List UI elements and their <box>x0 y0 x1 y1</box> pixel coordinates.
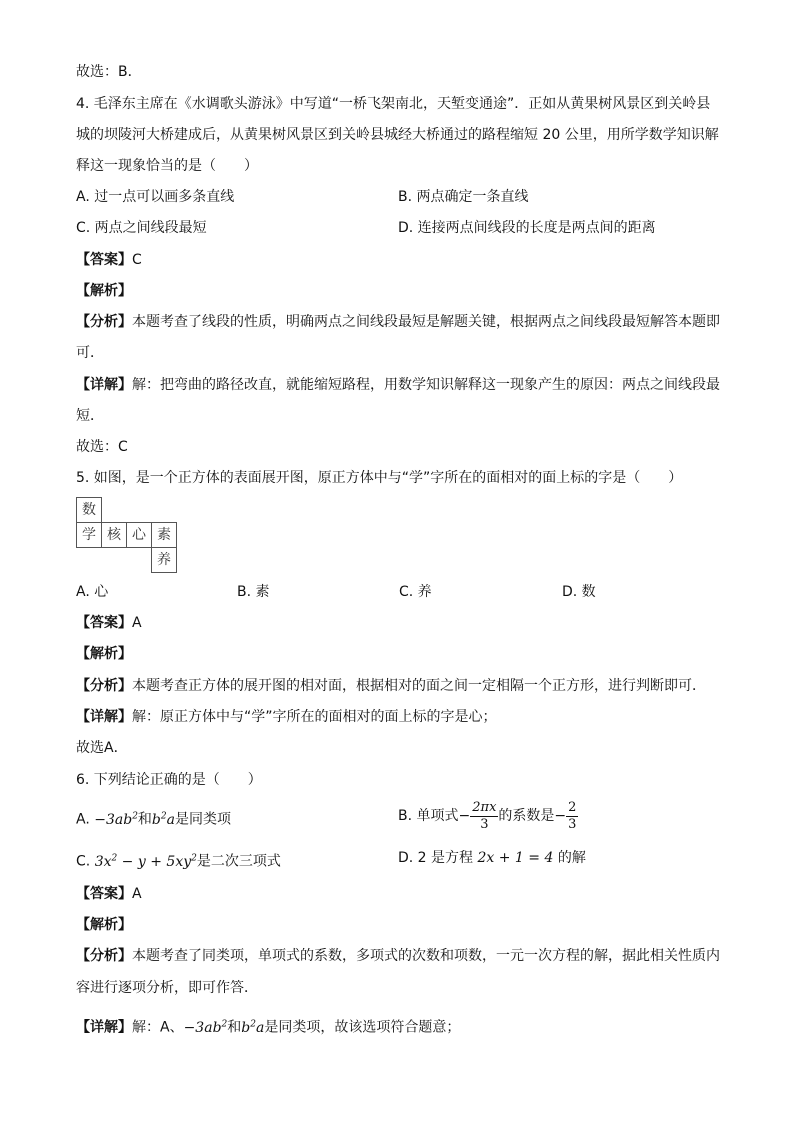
answer-tag: 【答案】 <box>76 252 132 268</box>
q5-option-a: A. 心 <box>76 584 109 600</box>
xiangjie-tag: 【详解】 <box>76 709 132 725</box>
term-1 <box>184 1020 228 1036</box>
term-1-base: −3ab <box>94 811 133 828</box>
term-1-base: −3ab <box>183 1019 222 1036</box>
q4-fenxi-line1 <box>76 312 720 332</box>
net-cell-2: 核 <box>101 522 127 548</box>
option-text: 是同类项 <box>174 811 231 828</box>
fraction-2-over-3 <box>566 800 578 833</box>
answer-tag: 【答案】 <box>76 615 132 631</box>
option-text: B. 单项式 <box>398 808 459 824</box>
fenxi-text: 本题考查了线段的性质，明确两点之间线段最短是解题关键，根据两点之间线段最短解答本题即 <box>132 314 720 330</box>
fraction-numerator: 2πx <box>472 799 497 815</box>
fenxi-tag: 【分析】 <box>76 948 132 964</box>
option-text: 的系数是 <box>498 808 555 824</box>
answer-tag: 【答案】 <box>76 886 132 902</box>
q6-option-c <box>76 848 281 872</box>
fenxi-tag: 【分析】 <box>76 314 132 330</box>
exponent: 2 <box>132 811 138 821</box>
q5-option-d: D. 数 <box>562 584 596 600</box>
xiangjie-text: 是同类项，故该选项符合题意； <box>264 1019 461 1036</box>
q5-fenxi <box>76 676 706 696</box>
term-2-var: a <box>255 1019 265 1036</box>
q6-answer <box>76 884 142 904</box>
q5-option-b: B. 素 <box>237 584 270 600</box>
conjunction: 和 <box>227 1019 242 1036</box>
q5-answer <box>76 613 142 633</box>
exponent: 2 <box>160 811 167 821</box>
q6-fenxi-line1 <box>76 946 720 966</box>
exponent: 2 <box>250 1019 256 1029</box>
exponent: 2 <box>221 1019 228 1029</box>
q5-option-c: C. 养 <box>399 584 432 600</box>
exponent: 2 <box>191 853 197 863</box>
net-cell-1: 学 <box>76 522 102 548</box>
q4-stem-line3: 释这一现象恰当的是（ ） <box>76 158 258 174</box>
q4-option-c: C. 两点之间线段最短 <box>76 220 207 236</box>
q4-option-d: D. 连接两点间线段的长度是两点间的距离 <box>398 220 656 236</box>
term-2-base: b <box>241 1019 251 1036</box>
q6-stem: 6. 下列结论正确的是（ ） <box>76 772 262 788</box>
term-2 <box>241 1020 264 1036</box>
q5-xiangjie <box>76 707 497 727</box>
q5-conclusion: 故选A． <box>76 740 128 756</box>
term-2-var: a <box>166 811 175 828</box>
q4-xiangjie-line1 <box>76 375 720 395</box>
q6-analysis-heading: 【解析】 <box>76 917 132 933</box>
net-cell-3: 心 <box>126 522 152 548</box>
q4-conclusion: 故选：C <box>76 439 128 455</box>
q5-analysis-heading: 【解析】 <box>76 646 132 662</box>
term-1 <box>94 812 138 828</box>
xiangjie-text: 解：把弯曲的路径改直，就能缩短路程，用数学知识解释这一现象产生的原因：两点之间线段最 <box>132 377 720 393</box>
exponent: 2 <box>111 853 118 863</box>
fenxi-text: 本题考查正方体的展开图的相对面，根据相对的面之间一定相隔一个正方形，进行判断即可． <box>132 678 706 694</box>
fraction-numerator: 2 <box>568 799 577 815</box>
minus-sign: − <box>458 808 471 824</box>
option-text: 是二次三项式 <box>196 853 281 870</box>
fraction-denominator: 3 <box>480 816 489 832</box>
fraction-2pix-over-3 <box>470 800 498 833</box>
q4-stem-line1: 4. 毛泽东主席在《水调歌头游泳》中写道“一桥飞架南北，天堑变通途”．正如从黄果树风景区到关岭县 <box>76 96 711 112</box>
q6-option-b <box>398 796 578 836</box>
answer-value: A <box>132 615 142 631</box>
answer-value: A <box>132 886 142 902</box>
q4-option-a: A. 过一点可以画多条直线 <box>76 189 235 205</box>
equation: 2x + 1 = 4 <box>477 850 554 866</box>
q4-analysis-heading: 【解析】 <box>76 283 132 299</box>
q5-stem: 5. 如图，是一个正方体的表面展开图，原正方体中与“学”字所在的面相对的面上标的字是（ ） <box>76 470 683 486</box>
polynomial <box>95 854 197 870</box>
answer-value: C <box>132 252 142 268</box>
xiangjie-tag: 【详解】 <box>76 1019 132 1036</box>
poly-term-1: 3x <box>94 853 112 870</box>
net-cell-top: 数 <box>76 497 102 523</box>
q4-xiangjie-line2: 短． <box>76 408 104 424</box>
q6-option-d <box>398 848 586 868</box>
xiangjie-tag: 【详解】 <box>76 377 132 393</box>
fenxi-tag: 【分析】 <box>76 678 132 694</box>
fenxi-text: 本题考查了同类项，单项式的系数，多项式的次数和项数，一元一次方程的解，据此相关性质内 <box>132 948 720 964</box>
cube-net-figure <box>76 497 180 575</box>
poly-rest: − y + 5xy <box>117 853 192 870</box>
conjunction: 和 <box>137 811 152 828</box>
xiangjie-text: 解：A、 <box>132 1019 184 1036</box>
q6-xiangjie <box>76 1014 460 1038</box>
term-2-base: b <box>151 811 161 828</box>
fraction-denominator: 3 <box>568 816 577 832</box>
minus-sign: − <box>554 808 567 824</box>
q6-fenxi-line2: 容进行逐项分析，即可作答． <box>76 980 258 996</box>
q4-stem-line2: 城的坝陵河大桥建成后，从黄果树风景区到关岭县城经大桥通过的路程缩短 20 公里，用所学数学知识解 <box>76 127 719 143</box>
q4-option-b: B. 两点确定一条直线 <box>398 189 529 205</box>
option-text: 的解 <box>553 850 586 866</box>
q4-fenxi-line2: 可． <box>76 345 104 361</box>
xiangjie-text: 解：原正方体中与“学”字所在的面相对的面上标的字是心； <box>132 709 497 725</box>
term-2 <box>152 812 175 828</box>
net-cell-4: 素 <box>151 522 177 548</box>
net-cell-bottom: 养 <box>151 547 177 573</box>
q6-option-a <box>76 806 231 830</box>
option-text: D. 2 是方程 <box>398 850 478 866</box>
option-letter: C. <box>76 853 95 870</box>
prev-answer-line: 故选：B． <box>76 64 142 80</box>
option-letter: A. <box>76 811 95 828</box>
q4-answer <box>76 250 142 270</box>
